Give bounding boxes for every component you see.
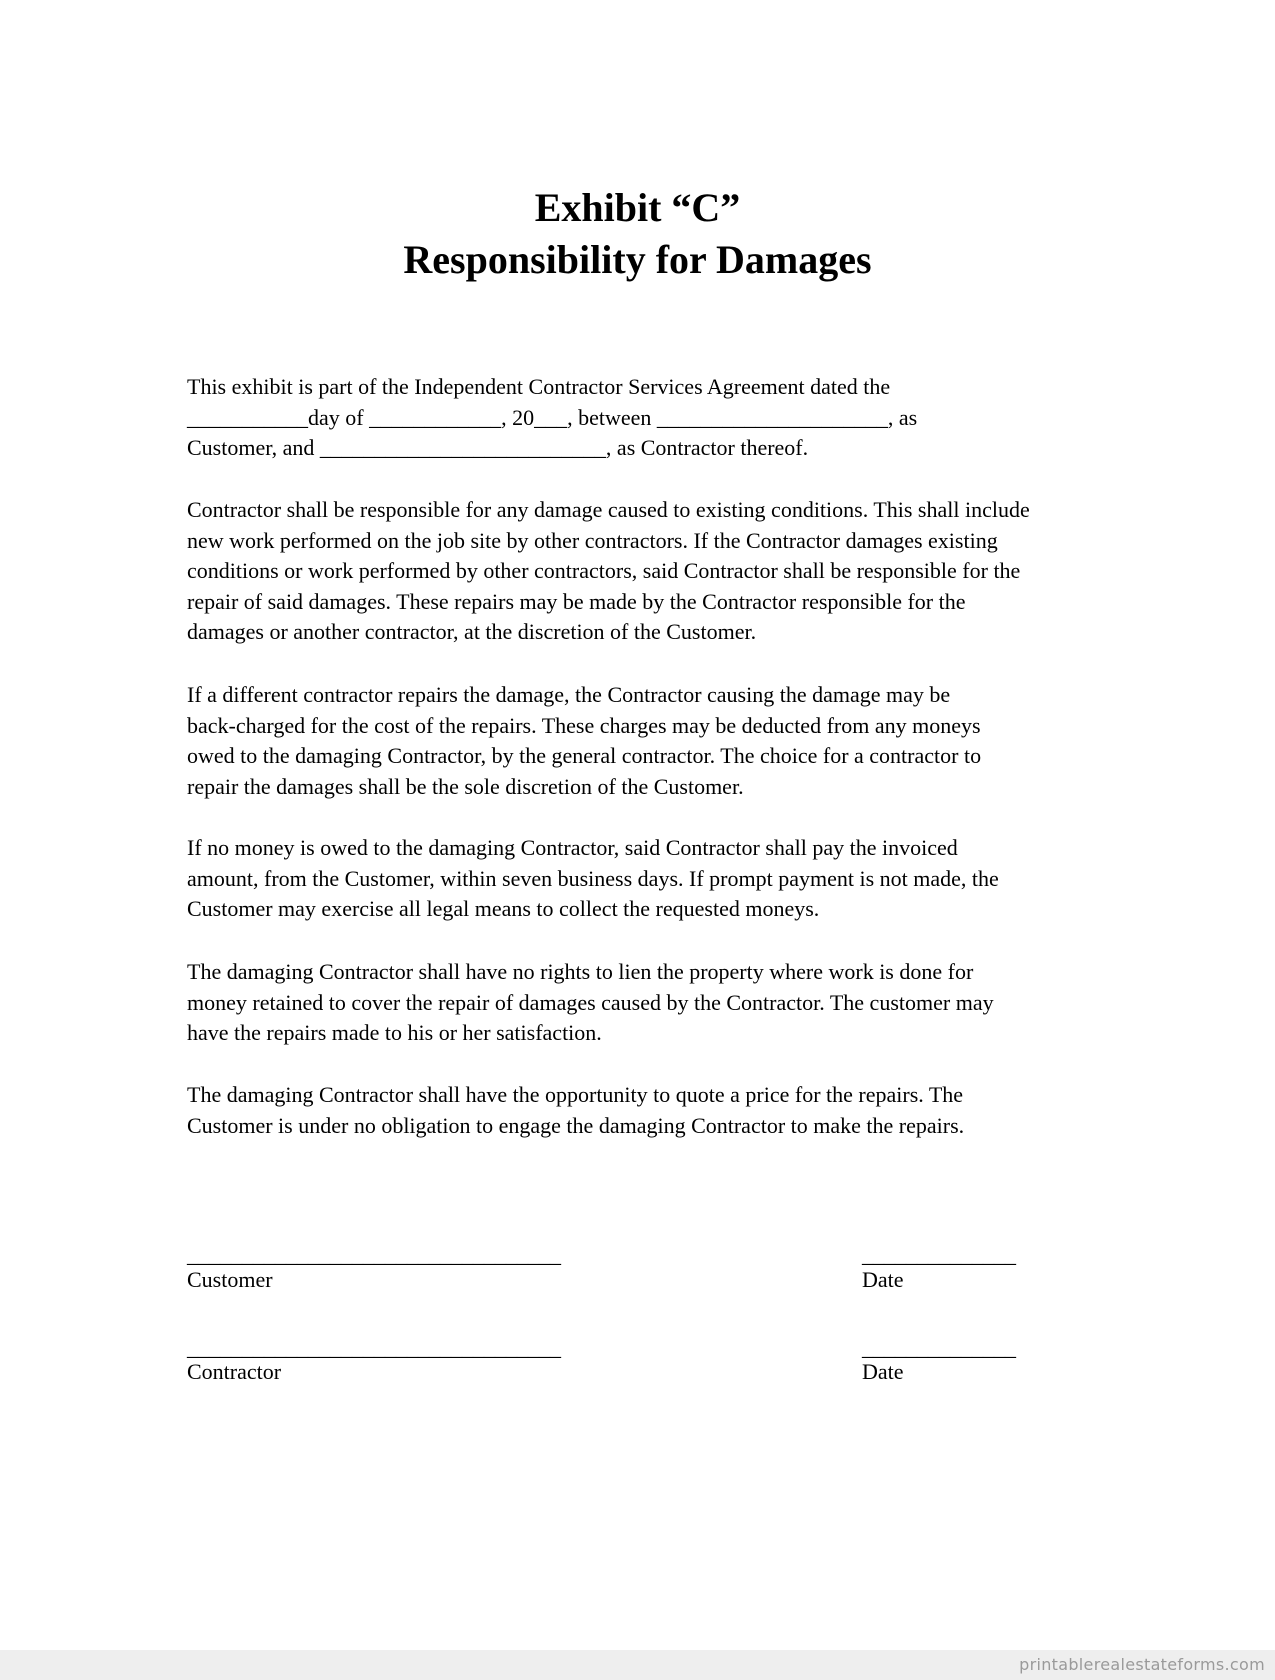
site-watermark: printablerealestateforms.com bbox=[1019, 1655, 1265, 1674]
paragraph-lien: The damaging Contractor shall have no rights to lien the property where work is done for money retained to cover the repair of damages caused by the Contractor. The customer may have the repairs made to his or her satisfaction. bbox=[187, 959, 994, 1045]
contractor-date-line: ______________ bbox=[862, 1335, 1016, 1360]
contractor-date-label: Date bbox=[862, 1359, 904, 1384]
paragraph-responsibility: Contractor shall be responsible for any damage caused to existing conditions. This shall include new work performed on the job site by other contractors. If the Contractor damages existing conditions or work performed by other contractors, said Contractor shall be responsible for the repair of said damages. These repairs may be made by the Contractor responsible for the damages or another contractor, at the discretion of the Customer. bbox=[187, 497, 1030, 644]
footer-bar bbox=[0, 1650, 1275, 1680]
customer-date-label: Date bbox=[862, 1267, 904, 1292]
customer-signature-line: __________________________________ bbox=[187, 1242, 561, 1267]
paragraph-back-charge: If a different contractor repairs the damage, the Contractor causing the damage may be back-charged for the cost of the repairs. These charges may be deducted from any moneys owed to the damaging Contractor, by the general contractor. The choice for a contractor to repair the damages shall be the sole discretion of the Customer. bbox=[187, 682, 982, 799]
paragraph-payment: If no money is owed to the damaging Contractor, said Contractor shall pay the invoiced amount, from the Customer, within seven business days. If prompt payment is not made, the Customer may exercise all legal means to collect the requested moneys. bbox=[187, 835, 999, 921]
title-heading: Responsibility for Damages bbox=[403, 237, 872, 282]
document-title bbox=[0, 182, 1275, 286]
title-exhibit: Exhibit “C” bbox=[534, 185, 741, 230]
contractor-signature-label: Contractor bbox=[187, 1359, 282, 1384]
contractor-signature-line: __________________________________ bbox=[187, 1335, 561, 1360]
customer-signature-label: Customer bbox=[187, 1267, 273, 1292]
customer-date-line: ______________ bbox=[862, 1242, 1016, 1267]
paragraph-quote: The damaging Contractor shall have the opportunity to quote a price for the repairs. The Customer is under no obligation to engage the damaging Contractor to make the repairs. bbox=[187, 1082, 965, 1138]
intro-paragraph: This exhibit is part of the Independent Contractor Services Agreement dated the ___________day of ____________, 20___, between _____________________, as Customer, and __________________________, as Contractor thereof. bbox=[187, 374, 918, 460]
